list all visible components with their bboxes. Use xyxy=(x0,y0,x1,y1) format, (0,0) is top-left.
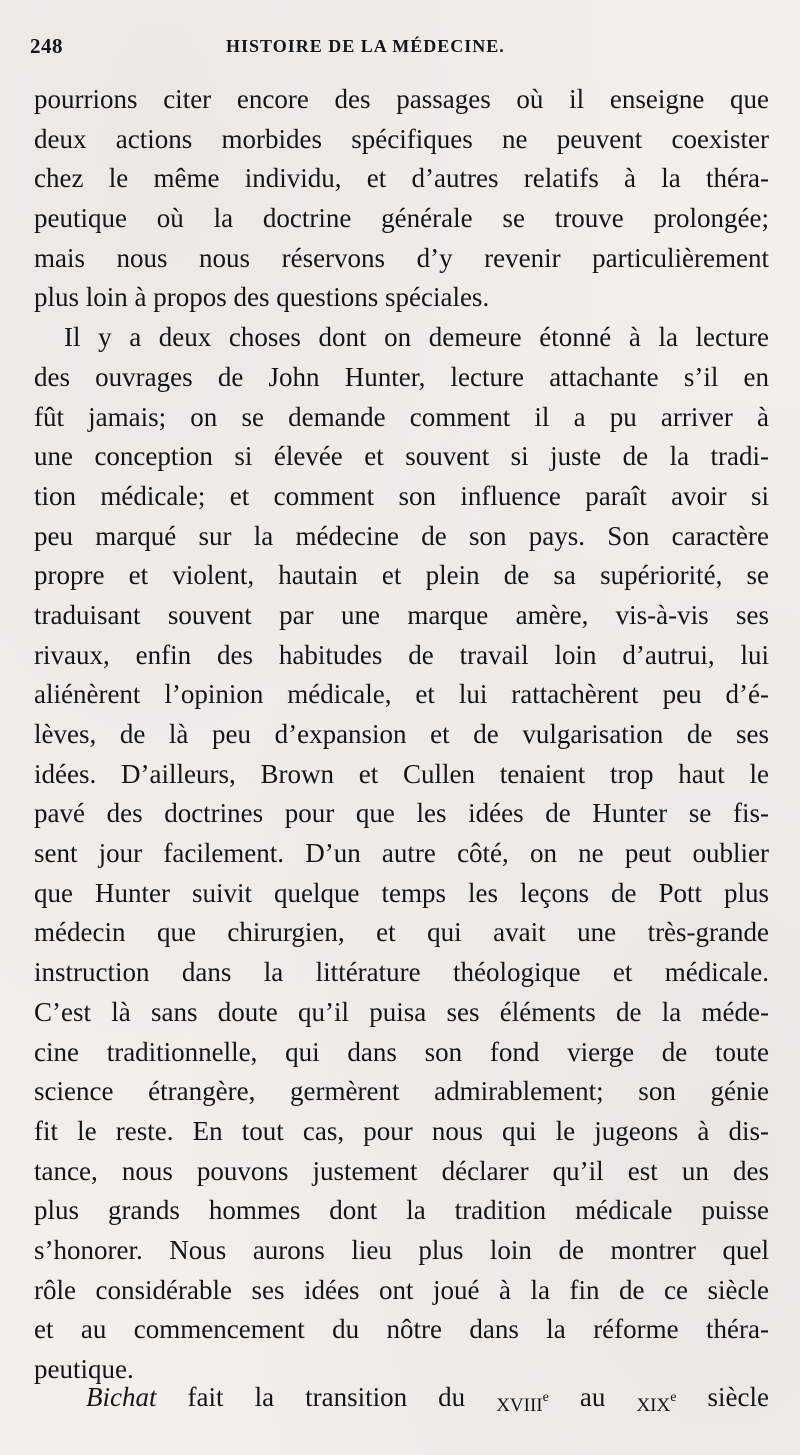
text-line: mais nous nous réservons d’y revenir particulièrement xyxy=(34,242,769,273)
word: siècle xyxy=(707,1382,769,1412)
running-title: HISTOIRE DE LA MÉDECINE. xyxy=(226,36,505,56)
text-line: plus grands hommes dont la tradition médicale puisse xyxy=(34,1195,769,1226)
text-line: science étrangère, germèrent admirablement; son génie xyxy=(34,1076,769,1107)
text-line: et au commencement du nôtre dans la réforme théra- xyxy=(34,1314,769,1345)
body-text xyxy=(34,80,769,1390)
superscript: e xyxy=(542,1390,549,1405)
text-line: idées. D’ailleurs, Brown et Cullen tenaient trop haut le xyxy=(34,758,769,789)
text-line: fût jamais; on se demande comment il a pu arriver à xyxy=(34,401,769,432)
word: au xyxy=(579,1382,606,1412)
text-line: lèves, de là peu d’expansion et de vulgarisation de ses xyxy=(34,719,769,749)
text-line: peutique où la doctrine générale se trouve prolongée; xyxy=(34,203,769,234)
text-line: peutique. xyxy=(34,1354,134,1384)
century-xix xyxy=(636,1378,676,1423)
century-numeral: xviii xyxy=(496,1387,543,1417)
text-line: peu marqué sur la médecine de son pays. Son caractère xyxy=(34,520,769,551)
text-line: aliénèrent l’opinion médicale, et lui rattachèrent peu d’é- xyxy=(34,679,769,710)
word: fait xyxy=(187,1382,224,1412)
text-line: plus loin à propos des questions spéciales. xyxy=(34,282,490,313)
century-numeral: xix xyxy=(636,1387,671,1417)
last-line xyxy=(86,1378,769,1423)
text-line: deux actions morbides spécifiques ne peuvent coexister xyxy=(34,123,769,154)
text-line: que Hunter suivit quelque temps les leçons de Pott plus xyxy=(34,877,769,908)
century-xviii xyxy=(496,1378,549,1423)
text-line: cine traditionnelle, qui dans son fond vierge de toute xyxy=(34,1036,769,1067)
word: transition xyxy=(305,1382,408,1412)
page-number: 248 xyxy=(30,34,63,58)
text-line: chez le même individu, et d’autres relatifs à la théra- xyxy=(34,163,769,194)
text-line: s’honorer. Nous aurons lieu plus loin de montrer quel xyxy=(34,1234,769,1265)
page-header xyxy=(30,34,770,64)
text-line: rivaux, enfin des habitudes de travail loin d’autrui, lui xyxy=(34,639,769,670)
text-line: fit le reste. En tout cas, pour nous qui le jugeons à dis- xyxy=(34,1115,769,1146)
text-line: sent jour facilement. D’un autre côté, on ne peut oublier xyxy=(34,838,769,869)
word: du xyxy=(438,1382,466,1412)
text-line: pavé des doctrines pour que les idées de Hunter se fis- xyxy=(34,798,769,829)
text-line: pourrions citer encore des passages où il enseigne que xyxy=(34,84,769,114)
text-line: traduisant souvent par une marque amère, vis-à-vis ses xyxy=(34,599,769,630)
text-line: propre et violent, hautain et plein de sa supériorité, se xyxy=(34,560,769,591)
text-line: Il y a deux choses dont on demeure étonné à la lecture xyxy=(64,322,769,353)
superscript: e xyxy=(670,1390,677,1405)
text-line: médecin que chirurgien, et qui avait une très-grande xyxy=(34,917,769,948)
text-line: C’est là sans doute qu’il puisa ses éléments de la méde- xyxy=(34,996,769,1027)
text-line: instruction dans la littérature théologique et médicale. xyxy=(34,957,769,988)
text-line: des ouvrages de John Hunter, lecture attachante s’il en xyxy=(34,361,769,392)
word-bichat: Bichat xyxy=(86,1382,157,1412)
text-line: rôle considérable ses idées ont joué à la fin de ce siècle xyxy=(34,1274,769,1305)
text-line: une conception si élevée et souvent si juste de la tradi- xyxy=(34,441,769,472)
text-line: tion médicale; et comment son influence paraît avoir si xyxy=(34,480,769,511)
word: la xyxy=(254,1382,275,1412)
text-line: tance, nous pouvons justement déclarer qu’il est un des xyxy=(34,1155,769,1186)
